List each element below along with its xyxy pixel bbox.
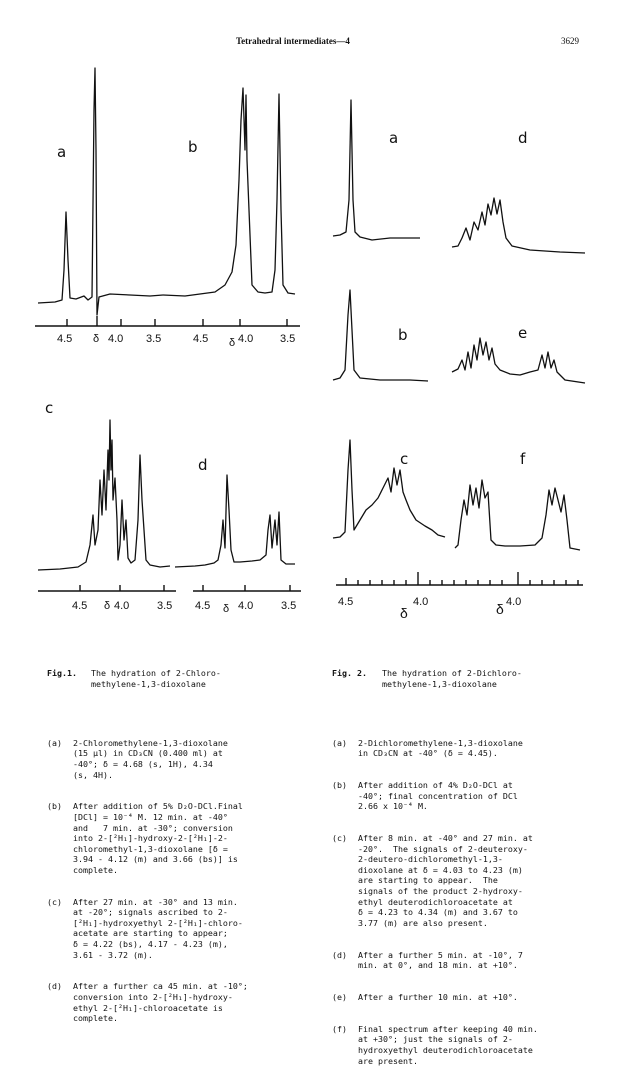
caption-line: 3.94 - 4.12 (m) and 3.66 (bs)] is (73, 854, 238, 865)
fig2-caption-key-e: (e) (332, 992, 347, 1002)
fig1-panel-a-label: a (57, 143, 67, 161)
fig2-spectrum-b (333, 290, 428, 381)
caption-line: After 27 min. at -30° and 13 min. (73, 896, 238, 907)
caption-line: and 7 min. at -30°; conversion (73, 822, 233, 833)
fig2-axis (336, 572, 583, 585)
fig1-panel-c-label: c (45, 399, 54, 417)
fig2-caption-key-c: (c) (332, 833, 347, 844)
fig1-caption-key-a: (a) (47, 737, 62, 748)
caption-line: hydroxyethyl deuterodichloroacetate (358, 1044, 533, 1055)
fig2-caption-key-f: (f) (332, 1023, 347, 1034)
fig2-spectrum-e (452, 338, 585, 383)
fig1-caption-text-b (73, 801, 297, 875)
caption-line: -20°. The signals of 2-deuteroxy- (358, 843, 528, 854)
fig1-caption-prefix: Fig.1. (47, 668, 77, 679)
fig1-caption-item-c (47, 897, 297, 961)
fig1-top-tick-3: 3.5 (146, 333, 162, 345)
fig1-top-tick-4: 4.5 (193, 333, 209, 345)
caption-line: 2-deutero-dichloromethyl-1,3- (358, 854, 503, 865)
caption-line: min. at 0°, and 18 min. at +10°. (358, 960, 518, 971)
caption-line: dioxolane at δ = 4.03 to 4.23 (m) (358, 864, 523, 875)
fig2-caption-text-d (358, 950, 592, 971)
fig2-panel-b-label: b (398, 326, 408, 344)
fig2-caption-key-b: (b) (332, 780, 347, 791)
caption-line: After 8 min. at -40° and 27 min. at (358, 833, 533, 844)
caption-line: ethyl deuterodichloroacetate at (358, 896, 513, 907)
fig1-top-tick-1: 4.5 (57, 333, 73, 345)
caption-line: -40°; δ = 4.68 (s, 1H), 4.34 (73, 758, 213, 769)
caption-line: complete. (73, 1013, 118, 1024)
fig1-top-tick-2: 4.0 (108, 333, 124, 345)
fig2-panel-e-label: e (518, 324, 528, 342)
caption-line: complete. (73, 864, 118, 875)
caption-line: at +30°; just the signals of 2- (358, 1034, 513, 1045)
fig2-caption-title-line1: The hydration of 2-Dichloro- (382, 668, 522, 679)
caption-line: 2-Dichloromethylene-1,3-dioxolane (358, 737, 523, 748)
fig2-caption-title-text (382, 668, 592, 689)
fig2-panel-f-label: f (520, 450, 526, 468)
fig2-caption-key-a: (a) (332, 737, 347, 748)
caption-line: [²H₁]-hydroxyethyl 2-[²H₁]-chloro- (73, 917, 243, 928)
fig2-spectrum-a (333, 100, 420, 240)
fig2-caption-item-c (332, 833, 592, 928)
fig2-caption-text-f (358, 1024, 592, 1066)
fig1-caption-item-b (47, 801, 297, 875)
caption-line: are starting to appear. The (358, 875, 498, 886)
fig2-caption-title (332, 668, 592, 689)
fig1-bottom-tick-4: 4.5 (195, 600, 211, 612)
caption-line: acetate are starting to appear; (73, 928, 228, 939)
fig2-caption-text-c (358, 833, 592, 928)
fig1-spectrum-d (175, 475, 295, 567)
fig2-tick-2: 4.0 (413, 596, 429, 608)
fig1-spectrum-b (163, 88, 295, 296)
fig2-caption-title-line2: methylene-1,3-dioxolane (382, 678, 497, 689)
fig2-spectrum-f (455, 480, 580, 550)
fig2-panel-c-label: c (400, 450, 409, 468)
caption-line: After addition of 4% D₂O-DCl at (358, 780, 513, 791)
fig2-tick-3: 4.0 (506, 596, 522, 608)
fig1-caption (47, 647, 297, 1034)
fig1-caption-key-c: (c) (47, 896, 62, 907)
caption-line: δ = 4.22 (bs), 4.17 - 4.23 (m), (73, 939, 228, 950)
fig1-caption-text-d (73, 981, 297, 1023)
caption-line: -40°; final concentration of DCl (358, 790, 518, 801)
fig2-caption-item-b (332, 780, 592, 812)
caption-line: chloromethyl-1,3-dioxolane [δ = (73, 843, 228, 854)
fig2-delta-1: δ (400, 605, 408, 621)
fig2-caption-item-a (332, 738, 592, 759)
caption-line: in CD₃CN at -40° (δ = 4.45). (358, 748, 498, 759)
fig2-panel-d-label: d (518, 129, 528, 147)
fig2-caption (332, 647, 592, 1077)
fig1-caption-key-b: (b) (47, 801, 62, 812)
caption-line: signals of the product 2-hydroxy- (358, 886, 523, 897)
page-number: 3629 (561, 36, 579, 46)
caption-line: After addition of 5% D₂O-DCl.Final (73, 801, 243, 812)
fig1-bottom-tick-6: 3.5 (281, 600, 297, 612)
fig1-panel-b-label: b (188, 138, 198, 156)
fig1-spectrum-a (38, 68, 163, 315)
fig2-caption-text-a (358, 738, 592, 759)
fig1-caption-key-d: (d) (47, 981, 62, 992)
caption-line: 3.77 (m) are also present. (358, 917, 488, 928)
caption-line: 3.61 - 3.72 (m). (73, 949, 153, 960)
caption-line: After a further 5 min. at -10°, 7 (358, 949, 523, 960)
fig1-bottom-delta-1: δ (104, 600, 111, 612)
fig2-caption-prefix: Fig. 2. (332, 668, 367, 679)
caption-line: 2-Chloromethylene-1,3-dioxolane (73, 737, 228, 748)
caption-line: After a further 10 min. at +10°. (358, 992, 518, 1002)
fig1-bottom-tick-5: 4.0 (238, 600, 254, 612)
caption-line: After a further ca 45 min. at -10°; (73, 981, 248, 992)
caption-line: are present. (358, 1055, 418, 1066)
caption-line: 2.66 x 10⁻⁴ M. (358, 801, 428, 812)
fig1-caption-title-text (91, 668, 297, 689)
fig1-caption-item-d (47, 981, 297, 1023)
caption-line: Final spectrum after keeping 40 min. (358, 1023, 538, 1034)
fig2-panel-a-label: a (389, 129, 399, 147)
fig1-caption-title-line1: The hydration of 2-Chloro- (91, 668, 221, 679)
fig2-caption-item-f (332, 1024, 592, 1066)
fig2-caption-text-b (358, 780, 592, 812)
fig1-axis-bottom (38, 585, 301, 591)
fig1-panel-d-label: d (198, 456, 208, 474)
caption-line: (s, 4H). (73, 769, 113, 780)
caption-line: [DCl] = 10⁻⁴ M. 12 min. at -40° (73, 811, 228, 822)
fig1-top-delta-1: δ (93, 333, 100, 345)
caption-line: at -20°; signals ascribed to 2- (73, 907, 228, 918)
fig2-caption-item-e (332, 992, 592, 1003)
fig2-caption-key-d: (d) (332, 949, 347, 960)
running-header-title: Tetrahedral intermediates—4 (236, 36, 350, 46)
caption-line: conversion into 2-[²H₁]-hydroxy- (73, 992, 233, 1002)
fig1-top-tick-5: 4.0 (238, 333, 254, 345)
fig2-delta-2: δ (496, 601, 504, 617)
fig1-caption-title-line2: methylene-1,3-dioxolane (91, 678, 206, 689)
fig1-top-delta-2: δ (229, 337, 236, 349)
fig1-bottom-delta-2: δ (223, 603, 230, 615)
caption-line: into 2-[²H₁]-hydroxy-2-[²H₁]-2- (73, 833, 228, 844)
fig1-bottom-tick-2: 4.0 (114, 600, 130, 612)
fig1-top-tick-6: 3.5 (280, 333, 296, 345)
caption-line: δ = 4.23 to 4.34 (m) and 3.67 to (358, 907, 518, 918)
fig1-caption-text-a (73, 738, 297, 780)
fig1-axis-top (35, 316, 300, 326)
fig2-spectrum-d (452, 198, 585, 253)
caption-line: (15 μl) in CD₃CN (0.400 ml) at (73, 748, 223, 759)
fig2-tick-1: 4.5 (338, 596, 354, 608)
fig2-caption-item-d (332, 950, 592, 971)
fig1-bottom-tick-3: 3.5 (157, 600, 173, 612)
caption-line: ethyl 2-[²H₁]-chloroacetate is (73, 1002, 223, 1013)
fig1-spectrum-c (38, 420, 170, 570)
fig2-caption-text-e (358, 992, 592, 1003)
fig1-caption-item-a (47, 738, 297, 780)
fig1-bottom-tick-1: 4.5 (72, 600, 88, 612)
fig1-caption-text-c (73, 897, 297, 961)
fig1-caption-title (47, 668, 297, 689)
fig2-spectrum-c (333, 440, 445, 538)
